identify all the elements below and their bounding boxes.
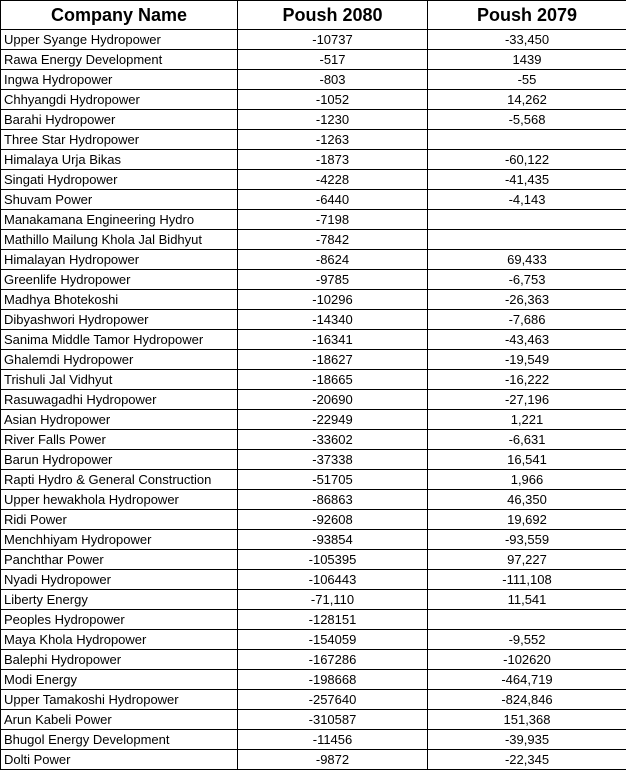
company-name-cell: Barahi Hydropower xyxy=(1,110,238,130)
table-row xyxy=(1,730,626,750)
poush-2080-cell: -11456 xyxy=(238,730,428,750)
poush-2080-cell: -803 xyxy=(238,70,428,90)
poush-2079-cell: 16,541 xyxy=(428,450,626,470)
poush-2079-cell: 151,368 xyxy=(428,710,626,730)
company-name-cell: Manakamana Engineering Hydro xyxy=(1,210,238,230)
company-name-cell: Nyadi Hydropower xyxy=(1,570,238,590)
company-name-cell: River Falls Power xyxy=(1,430,238,450)
poush-2079-cell: -22,345 xyxy=(428,750,626,770)
company-name-cell: Upper Tamakoshi Hydropower xyxy=(1,690,238,710)
poush-2080-cell: -16341 xyxy=(238,330,428,350)
header-company-name: Company Name xyxy=(1,1,238,30)
company-name-cell: Upper Syange Hydropower xyxy=(1,30,238,50)
poush-2080-cell: -10737 xyxy=(238,30,428,50)
poush-2080-cell: -1052 xyxy=(238,90,428,110)
poush-2080-cell: -37338 xyxy=(238,450,428,470)
table-row xyxy=(1,390,626,410)
table-row xyxy=(1,110,626,130)
table-row xyxy=(1,230,626,250)
table-row xyxy=(1,350,626,370)
poush-2080-cell: -9872 xyxy=(238,750,428,770)
table-row xyxy=(1,510,626,530)
table-row xyxy=(1,270,626,290)
poush-2080-cell: -18627 xyxy=(238,350,428,370)
poush-2080-cell: -7198 xyxy=(238,210,428,230)
company-name-cell: Ghalemdi Hydropower xyxy=(1,350,238,370)
company-name-cell: Greenlife Hydropower xyxy=(1,270,238,290)
poush-2080-cell: -9785 xyxy=(238,270,428,290)
table-row xyxy=(1,470,626,490)
poush-2080-cell: -93854 xyxy=(238,530,428,550)
poush-2080-cell: -128151 xyxy=(238,610,428,630)
company-name-cell: Rapti Hydro & General Construction xyxy=(1,470,238,490)
header-row xyxy=(1,1,626,30)
table-row xyxy=(1,50,626,70)
table-row xyxy=(1,70,626,90)
table-row xyxy=(1,570,626,590)
company-name-cell: Peoples Hydropower xyxy=(1,610,238,630)
table-row xyxy=(1,490,626,510)
table-row xyxy=(1,150,626,170)
poush-2079-cell: 14,262 xyxy=(428,90,626,110)
poush-2080-cell: -7842 xyxy=(238,230,428,250)
poush-2079-cell: -55 xyxy=(428,70,626,90)
poush-2079-cell: -19,549 xyxy=(428,350,626,370)
company-name-cell: Shuvam Power xyxy=(1,190,238,210)
table-row xyxy=(1,610,626,630)
company-name-cell: Modi Energy xyxy=(1,670,238,690)
poush-2079-cell: 11,541 xyxy=(428,590,626,610)
poush-2080-cell: -4228 xyxy=(238,170,428,190)
poush-2080-cell: -10296 xyxy=(238,290,428,310)
table-row xyxy=(1,630,626,650)
company-name-cell: Madhya Bhotekoshi xyxy=(1,290,238,310)
poush-2079-cell xyxy=(428,130,626,150)
poush-2079-cell: 19,692 xyxy=(428,510,626,530)
poush-2079-cell: -33,450 xyxy=(428,30,626,50)
poush-2079-cell: -16,222 xyxy=(428,370,626,390)
poush-2079-cell: -824,846 xyxy=(428,690,626,710)
poush-2079-cell: -6,753 xyxy=(428,270,626,290)
header-poush-2079: Poush 2079 xyxy=(428,1,626,30)
poush-2080-cell: -71,110 xyxy=(238,590,428,610)
poush-2079-cell: -93,559 xyxy=(428,530,626,550)
table-row xyxy=(1,250,626,270)
poush-2080-cell: -86863 xyxy=(238,490,428,510)
poush-2079-cell: -41,435 xyxy=(428,170,626,190)
table-row xyxy=(1,190,626,210)
poush-2080-cell: -20690 xyxy=(238,390,428,410)
company-name-cell: Arun Kabeli Power xyxy=(1,710,238,730)
poush-2080-cell: -8624 xyxy=(238,250,428,270)
poush-2079-cell: -111,108 xyxy=(428,570,626,590)
poush-2080-cell: -105395 xyxy=(238,550,428,570)
company-name-cell: Asian Hydropower xyxy=(1,410,238,430)
company-name-cell: Dibyashwori Hydropower xyxy=(1,310,238,330)
poush-2080-cell: -106443 xyxy=(238,570,428,590)
poush-2079-cell xyxy=(428,610,626,630)
table-row xyxy=(1,670,626,690)
poush-2080-cell: -198668 xyxy=(238,670,428,690)
company-name-cell: Sanima Middle Tamor Hydropower xyxy=(1,330,238,350)
poush-2079-cell: -4,143 xyxy=(428,190,626,210)
poush-2079-cell: 1439 xyxy=(428,50,626,70)
poush-2079-cell: 97,227 xyxy=(428,550,626,570)
poush-2079-cell: -60,122 xyxy=(428,150,626,170)
table-row xyxy=(1,370,626,390)
poush-2080-cell: -1263 xyxy=(238,130,428,150)
poush-2080-cell: -517 xyxy=(238,50,428,70)
company-name-cell: Dolti Power xyxy=(1,750,238,770)
company-name-cell: Barun Hydropower xyxy=(1,450,238,470)
table-row xyxy=(1,690,626,710)
company-name-cell: Mathillo Mailung Khola Jal Bidhyut xyxy=(1,230,238,250)
poush-2080-cell: -154059 xyxy=(238,630,428,650)
table-row xyxy=(1,750,626,770)
table-row xyxy=(1,450,626,470)
poush-2079-cell: 1,221 xyxy=(428,410,626,430)
company-name-cell: Panchthar Power xyxy=(1,550,238,570)
table-row xyxy=(1,710,626,730)
table-row xyxy=(1,430,626,450)
poush-2079-cell: 46,350 xyxy=(428,490,626,510)
table-row xyxy=(1,330,626,350)
company-name-cell: Balephi Hydropower xyxy=(1,650,238,670)
company-name-cell: Upper hewakhola Hydropower xyxy=(1,490,238,510)
table-row xyxy=(1,30,626,50)
table-row xyxy=(1,130,626,150)
poush-2079-cell: -39,935 xyxy=(428,730,626,750)
company-name-cell: Rawa Energy Development xyxy=(1,50,238,70)
company-name-cell: Maya Khola Hydropower xyxy=(1,630,238,650)
poush-2079-cell: -27,196 xyxy=(428,390,626,410)
poush-2080-cell: -22949 xyxy=(238,410,428,430)
company-name-cell: Three Star Hydropower xyxy=(1,130,238,150)
company-name-cell: Ingwa Hydropower xyxy=(1,70,238,90)
poush-2079-cell xyxy=(428,210,626,230)
table-row xyxy=(1,550,626,570)
poush-2080-cell: -1873 xyxy=(238,150,428,170)
poush-2079-cell: -6,631 xyxy=(428,430,626,450)
poush-2080-cell: -6440 xyxy=(238,190,428,210)
company-name-cell: Chhyangdi Hydropower xyxy=(1,90,238,110)
poush-2079-cell: -5,568 xyxy=(428,110,626,130)
company-name-cell: Bhugol Energy Development xyxy=(1,730,238,750)
table-row xyxy=(1,210,626,230)
table-row xyxy=(1,90,626,110)
poush-2079-cell: -26,363 xyxy=(428,290,626,310)
company-name-cell: Rasuwagadhi Hydropower xyxy=(1,390,238,410)
table-row xyxy=(1,170,626,190)
poush-2079-cell: 1,966 xyxy=(428,470,626,490)
company-name-cell: Trishuli Jal Vidhyut xyxy=(1,370,238,390)
poush-2080-cell: -18665 xyxy=(238,370,428,390)
table-row xyxy=(1,290,626,310)
company-name-cell: Singati Hydropower xyxy=(1,170,238,190)
poush-2080-cell: -51705 xyxy=(238,470,428,490)
table-row xyxy=(1,650,626,670)
table-row xyxy=(1,530,626,550)
poush-2080-cell: -92608 xyxy=(238,510,428,530)
poush-2080-cell: -310587 xyxy=(238,710,428,730)
company-name-cell: Liberty Energy xyxy=(1,590,238,610)
table-row xyxy=(1,410,626,430)
poush-2079-cell xyxy=(428,230,626,250)
table-row xyxy=(1,310,626,330)
company-name-cell: Menchhiyam Hydropower xyxy=(1,530,238,550)
header-poush-2080: Poush 2080 xyxy=(238,1,428,30)
poush-2079-cell: -7,686 xyxy=(428,310,626,330)
poush-2080-cell: -33602 xyxy=(238,430,428,450)
poush-2079-cell: -464,719 xyxy=(428,670,626,690)
poush-2080-cell: -14340 xyxy=(238,310,428,330)
table-body xyxy=(1,30,626,770)
poush-2080-cell: -257640 xyxy=(238,690,428,710)
company-name-cell: Ridi Power xyxy=(1,510,238,530)
company-name-cell: Himalaya Urja Bikas xyxy=(1,150,238,170)
poush-2080-cell: -1230 xyxy=(238,110,428,130)
table-row xyxy=(1,590,626,610)
company-name-cell: Himalayan Hydropower xyxy=(1,250,238,270)
poush-2080-cell: -167286 xyxy=(238,650,428,670)
poush-2079-cell: -43,463 xyxy=(428,330,626,350)
poush-2079-cell: 69,433 xyxy=(428,250,626,270)
poush-2079-cell: -102620 xyxy=(428,650,626,670)
poush-2079-cell: -9,552 xyxy=(428,630,626,650)
